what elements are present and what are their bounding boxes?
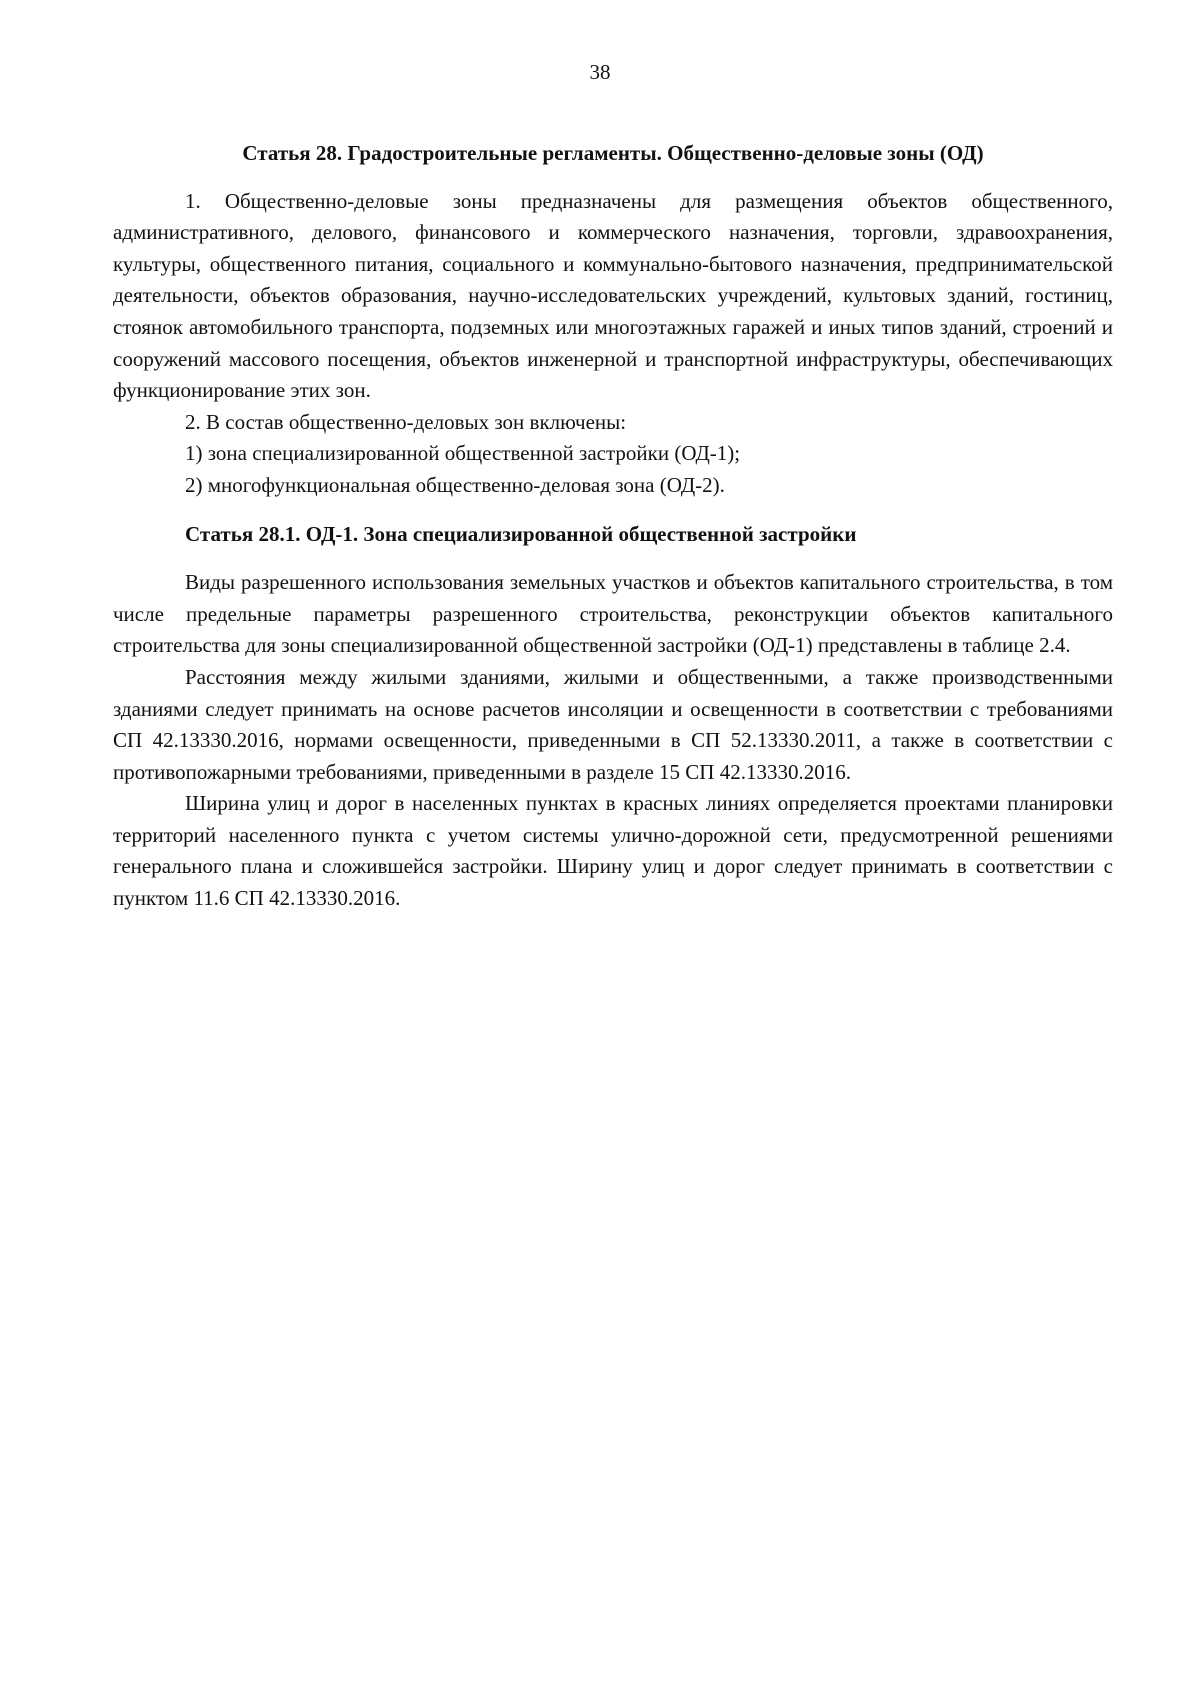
article-28-title: Статья 28. Градостроительные регламенты. Общественно-деловые зоны (ОД) [242, 141, 984, 165]
article-28-1-paragraph-1: Виды разрешенного использования земельных участков и объектов капитального строительства, в том числе предельные параметры разрешенного строительства, реконструкции объектов капитального строительства для зоны специализированной общественной застройки (ОД-1) представлены в таблице 2.4. [113, 570, 1113, 658]
article-28-paragraph-2: 2. В состав общественно-деловых зон включены: [185, 409, 627, 434]
article-28-1-title: Статья 28.1. ОД-1. Зона специализированной общественной застройки [185, 521, 857, 546]
article-28-list-item-2: 2) многофункциональная общественно-деловая зона (ОД-2). [185, 472, 725, 497]
page-number: 38 [589, 60, 611, 84]
article-28-paragraph-1: 1. Общественно-деловые зоны предназначены для размещения объектов общественного, административного, делового, финансового и коммерческого назначения, торговли, здравоохранения, культуры, общественного питания, социального и коммунально-бытового назначения, предпринимательской деятельности, объектов образования, научно-исследовательских учреждений, культовых зданий, гостиниц, стоянок автомобильного транспорта, подземных или многоэтажных гаражей и иных типов зданий, строений и сооружений массового посещения, объектов инженерной и транспортной инфраструктуры, обеспечивающих функционирование этих зон. [113, 188, 1113, 403]
article-28-1-paragraph-3: Ширина улиц и дорог в населенных пунктах в красных линиях определяется проектами планировки территорий населенного пункта с учетом системы улично-дорожной сети, предусмотренной решениями генерального плана и сложившейся застройки. Ширину улиц и дорог следует принимать в соответствии с пунктом 11.6 СП 42.13330.2016. [113, 791, 1113, 911]
document-body [113, 138, 1113, 915]
article-28-list-item-1: 1) зона специализированной общественной застройки (ОД-1); [185, 441, 741, 466]
article-28-1-paragraph-2: Расстояния между жилыми зданиями, жилыми и общественными, а также производственными зданиями следует принимать на основе расчетов инсоляции и освещенности в соответствии с требованиями СП 42.13330.2016, нормами освещенности, приведенными в СП 52.13330.2011, а также в соответствии с противопожарными требованиями, приведенными в разделе 15 СП 42.13330.2016. [113, 664, 1113, 784]
